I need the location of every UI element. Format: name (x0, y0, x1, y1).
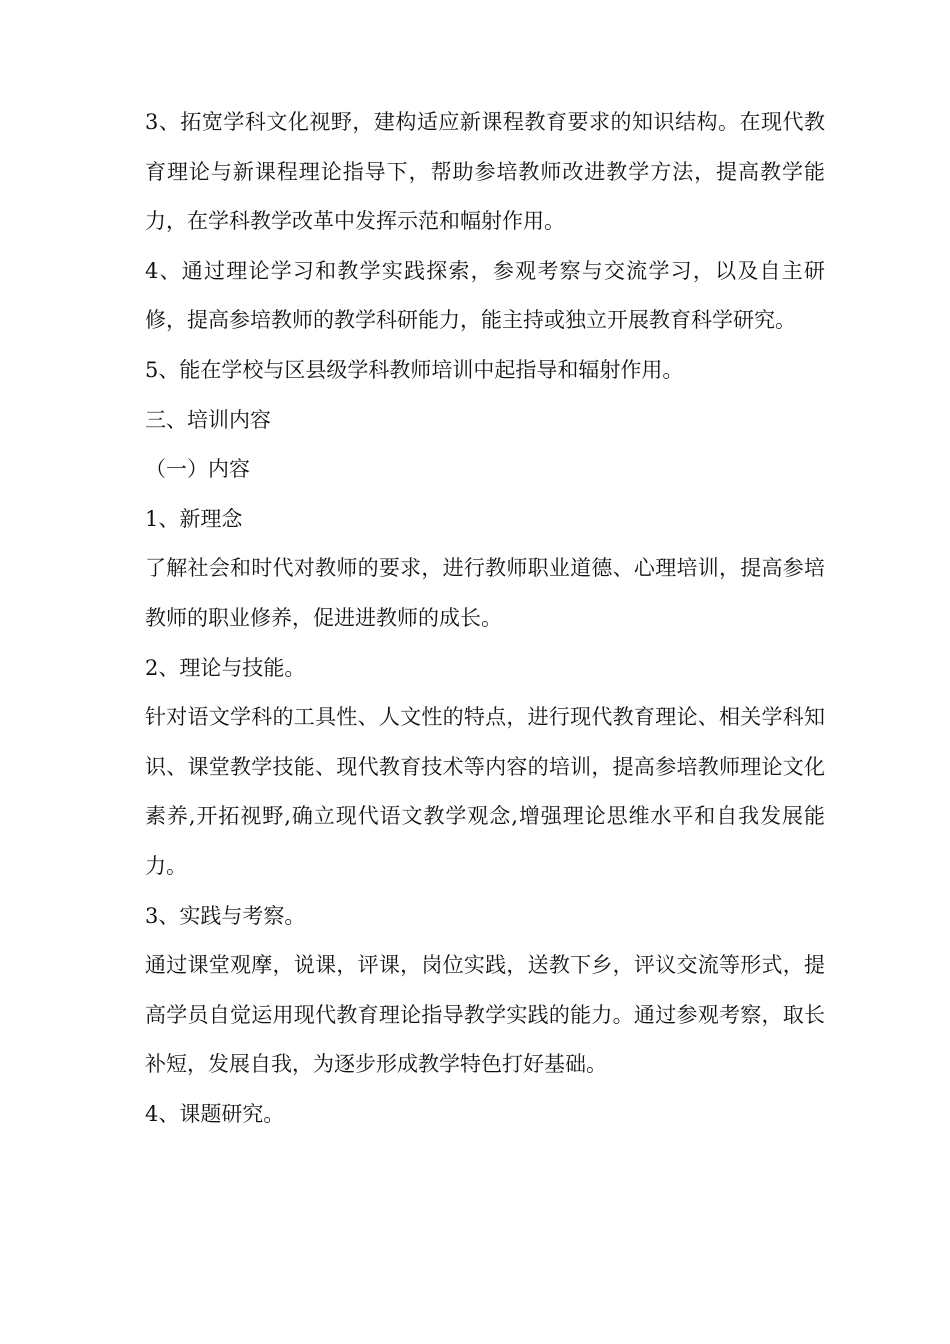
item-heading-new-concepts: 1、新理念 (145, 506, 243, 531)
paragraph-practice-inspection: 通过课堂观摩，说课，评课，岗位实践，送教下乡，评议交流等形式，提高学员自觉运用现代教育理论指导教学实践的能力。通过参观考察，取长补短，发展自我，为逐步形成教学特色打好基础。 (145, 953, 825, 1077)
paragraph-new-concepts: 了解社会和时代对教师的要求，进行教师职业道德、心理培训，提高参培教师的职业修养，促进进教师的成长。 (145, 556, 825, 630)
item-heading-theory-skills: 2、理论与技能。 (145, 655, 306, 680)
section-heading-training-content: 三、培训内容 (145, 407, 271, 432)
paragraph-objective-3: 3、拓宽学科文化视野，建构适应新课程教育要求的知识结构。在现代教育理论与新课程理论指导下，帮助参培教师改进教学方法，提高教学能力，在学科教学改革中发挥示范和幅射作用。 (145, 110, 825, 234)
paragraph-objective-5: 5、能在学校与区县级学科教师培训中起指导和辐射作用。 (145, 357, 684, 382)
paragraph-theory-skills: 针对语文学科的工具性、人文性的特点，进行现代教育理论、相关学科知识、课堂教学技能、现代教育技术等内容的培训，提高参培教师理论文化素养,开拓视野,确立现代语文教学观念,增强理论思维水平和自我发展能力。 (145, 705, 825, 878)
paragraph-objective-4: 4、通过理论学习和教学实践探索，参观考察与交流学习，以及自主研修，提高参培教师的教学科研能力，能主持或独立开展教育科学研究。 (145, 258, 825, 333)
document-body (145, 98, 825, 1139)
item-heading-practice-inspection: 3、实践与考察。 (145, 903, 306, 928)
item-heading-research: 4、课题研究。 (145, 1101, 285, 1126)
subsection-heading-content: （一）内容 (145, 457, 250, 482)
